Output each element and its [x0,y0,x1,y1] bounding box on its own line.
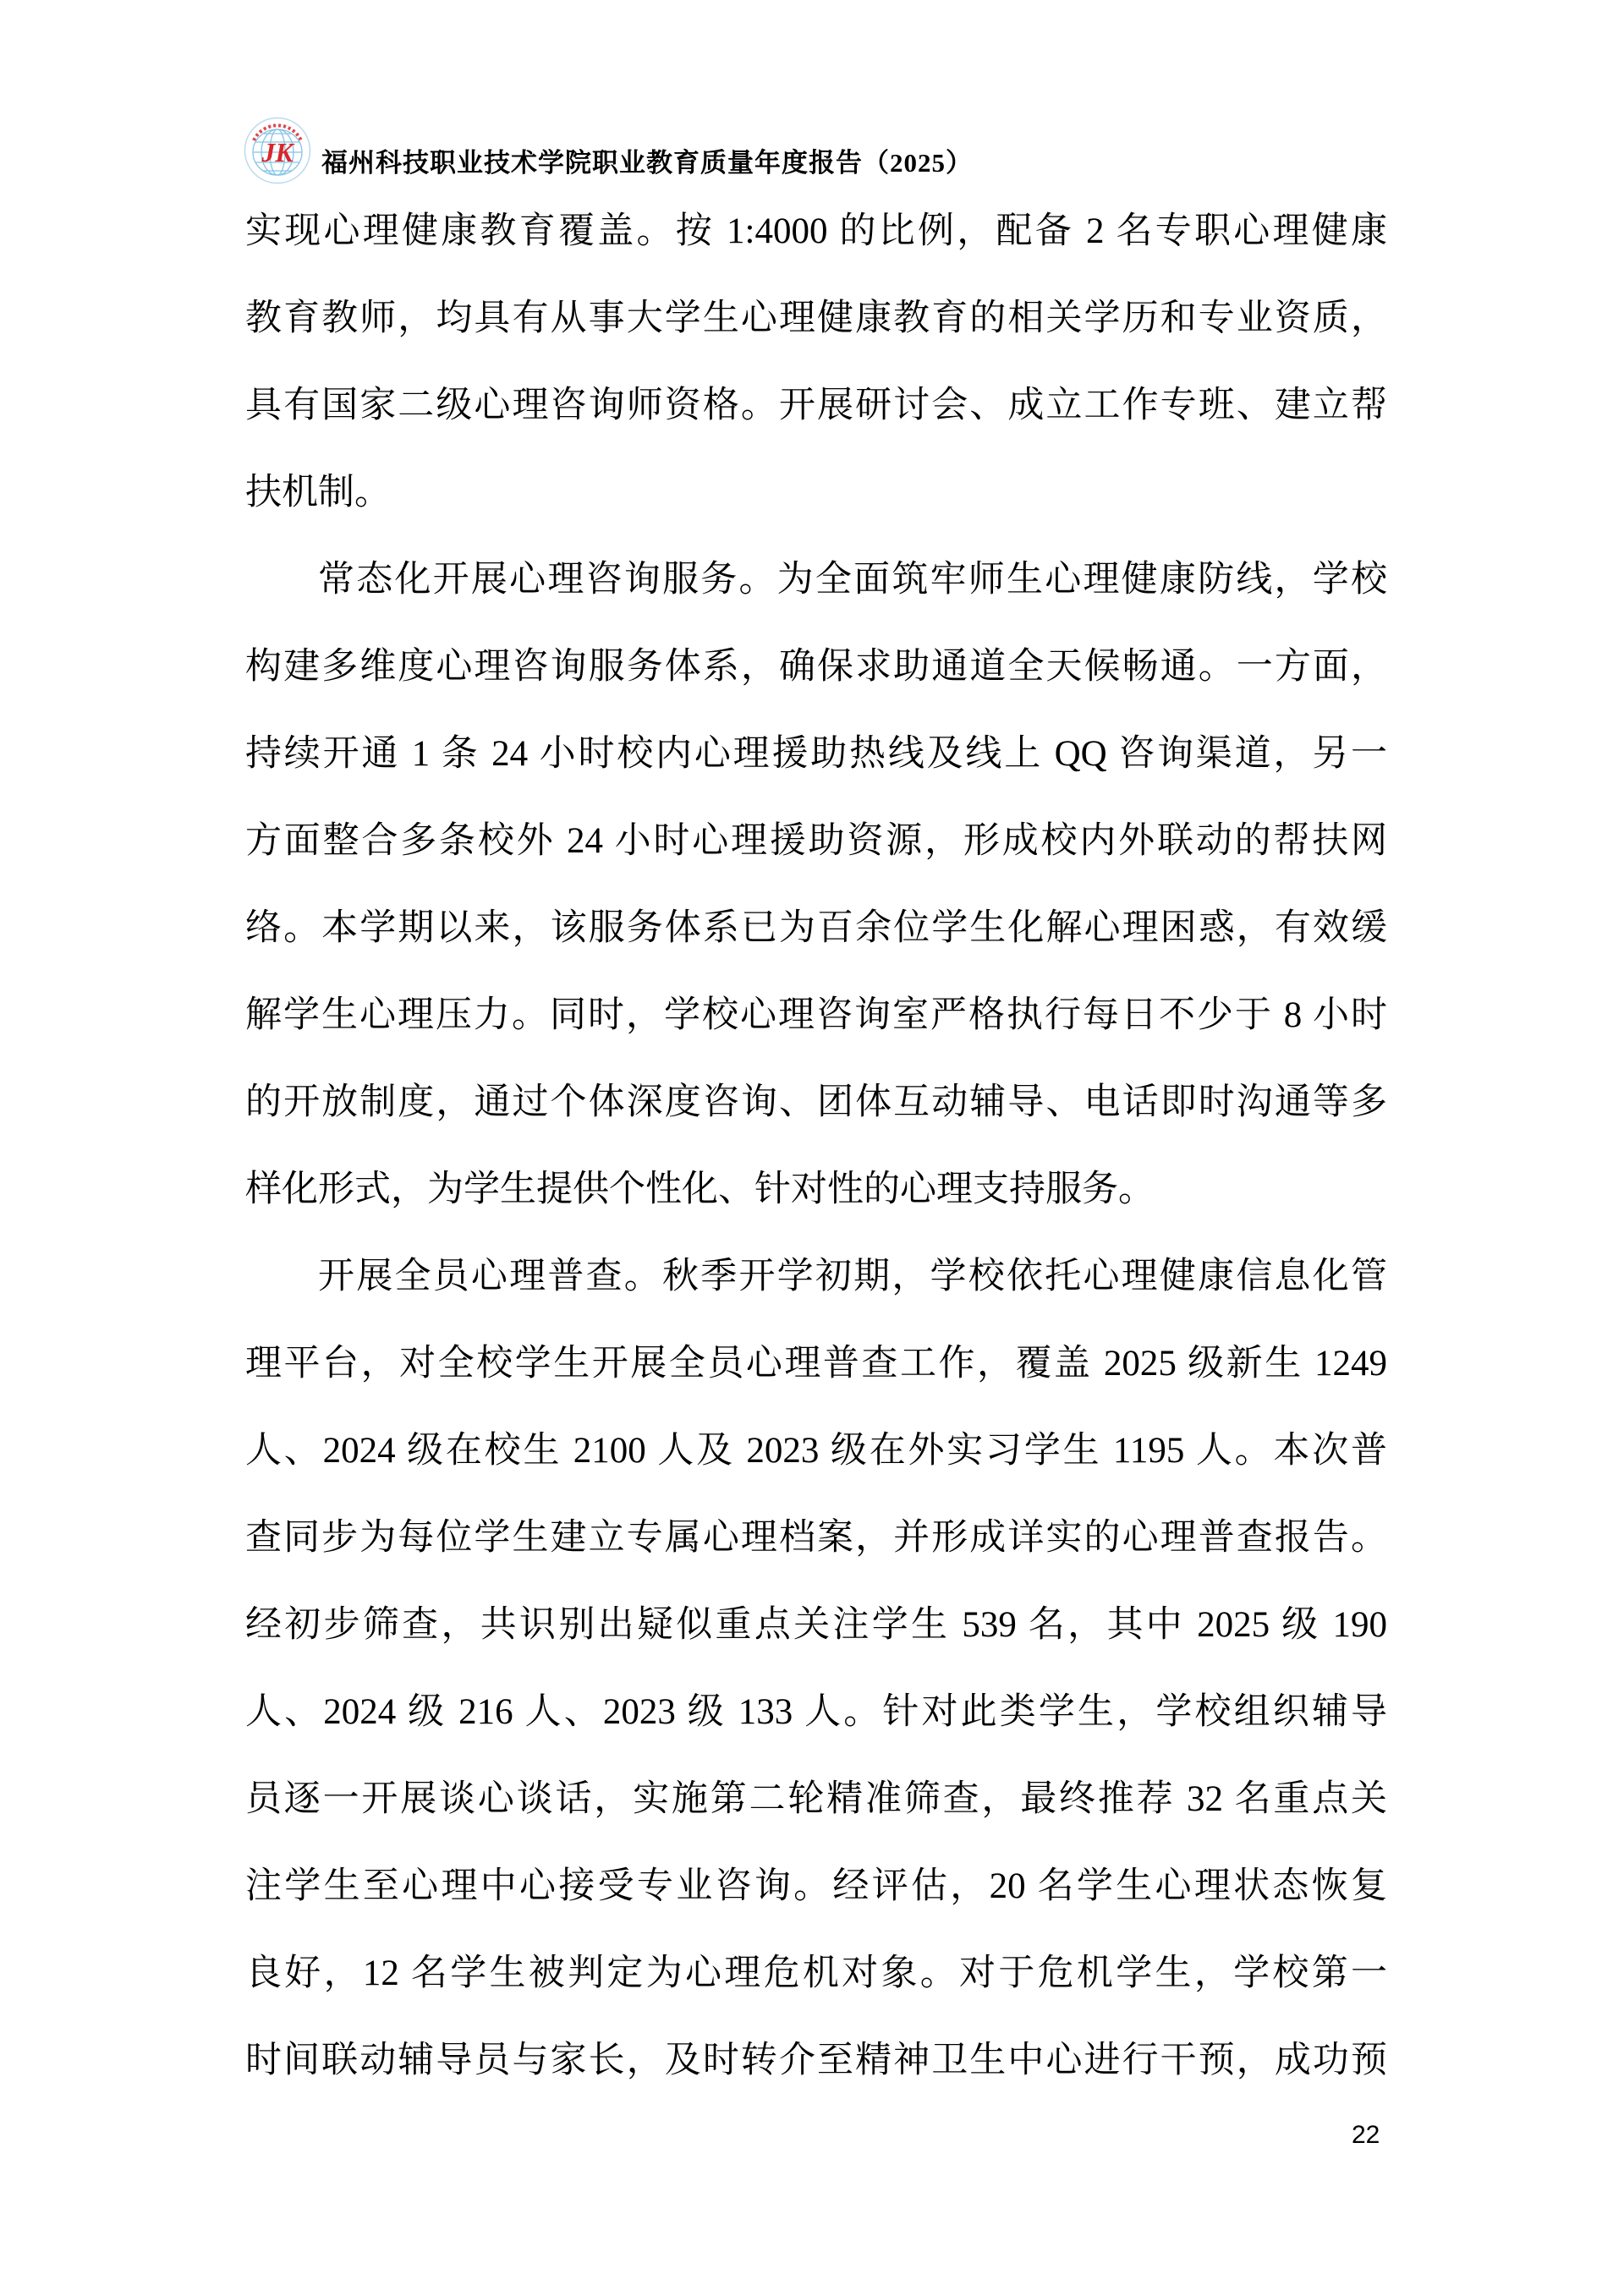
text-line: 注学生至心理中心接受专业咨询。经评估，20 名学生心理状态恢复 [245,1866,1387,1906]
page-header [244,117,973,184]
text-line: 常态化开展心理咨询服务。为全面筑牢师生心理健康防线，学校 [318,560,1387,600]
logo-monogram: JK [261,137,294,167]
text-line: 络。本学期以来，该服务体系已为百余位学生化解心理困惑，有效缓 [245,908,1387,948]
text-line: 持续开通 1 条 24 小时校内心理援助热线及线上 QQ 咨询渠道，另一 [245,734,1387,774]
report-title: 福州科技职业技术学院职业教育质量年度报告（2025） [321,148,973,178]
text-line: 人、2024 级在校生 2100 人及 2023 级在外实习学生 1195 人。本次普 [245,1431,1387,1471]
page-number: 22 [1352,2121,1380,2149]
text-line: 人、2024 级 216 人、2023 级 133 人。针对此类学生，学校组织辅导 [245,1692,1387,1732]
text-line: 员逐一开展谈心谈话，实施第二轮精准筛查，最终推荐 32 名重点关 [245,1779,1387,1819]
text-line: 样化形式，为学生提供个性化、针对性的心理支持服务。 [245,1170,1155,1209]
text-line: 查同步为每位学生建立专属心理档案，并形成详实的心理普查报告。 [245,1518,1387,1558]
text-line: 构建多维度心理咨询服务体系，确保求助通道全天候畅通。一方面， [245,647,1387,687]
text-line: 具有国家二级心理咨询师资格。开展研讨会、成立工作专班、建立帮 [245,386,1387,425]
text-line: 良好，12 名学生被判定为心理危机对象。对于危机学生，学校第一 [245,1954,1387,1993]
text-line: 开展全员心理普查。秋季开学初期，学校依托心理健康信息化管 [318,1257,1387,1296]
text-line: 经初步筛查，共识别出疑似重点关注学生 539 名，其中 2025 级 190 [245,1605,1387,1645]
text-line: 教育教师，均具有从事大学生心理健康教育的相关学历和专业资质， [245,299,1387,338]
document-body [245,188,1387,2104]
school-logo-icon [244,117,311,184]
text-line: 时间联动辅导员与家长，及时转介至精神卫生中心进行干预，成功预 [245,2041,1387,2080]
text-line: 扶机制。 [245,473,391,512]
text-line: 方面整合多条校外 24 小时心理援助资源，形成校内外联动的帮扶网 [245,821,1387,861]
text-line: 的开放制度，通过个体深度咨询、团体互动辅导、电话即时沟通等多 [245,1082,1387,1122]
text-line: 解学生心理压力。同时，学校心理咨询室严格执行每日不少于 8 小时 [245,995,1387,1035]
text-line: 理平台，对全校学生开展全员心理普查工作，覆盖 2025 级新生 1249 [245,1344,1387,1384]
text-line: 实现心理健康教育覆盖。按 1:4000 的比例，配备 2 名专职心理健康 [245,211,1387,251]
